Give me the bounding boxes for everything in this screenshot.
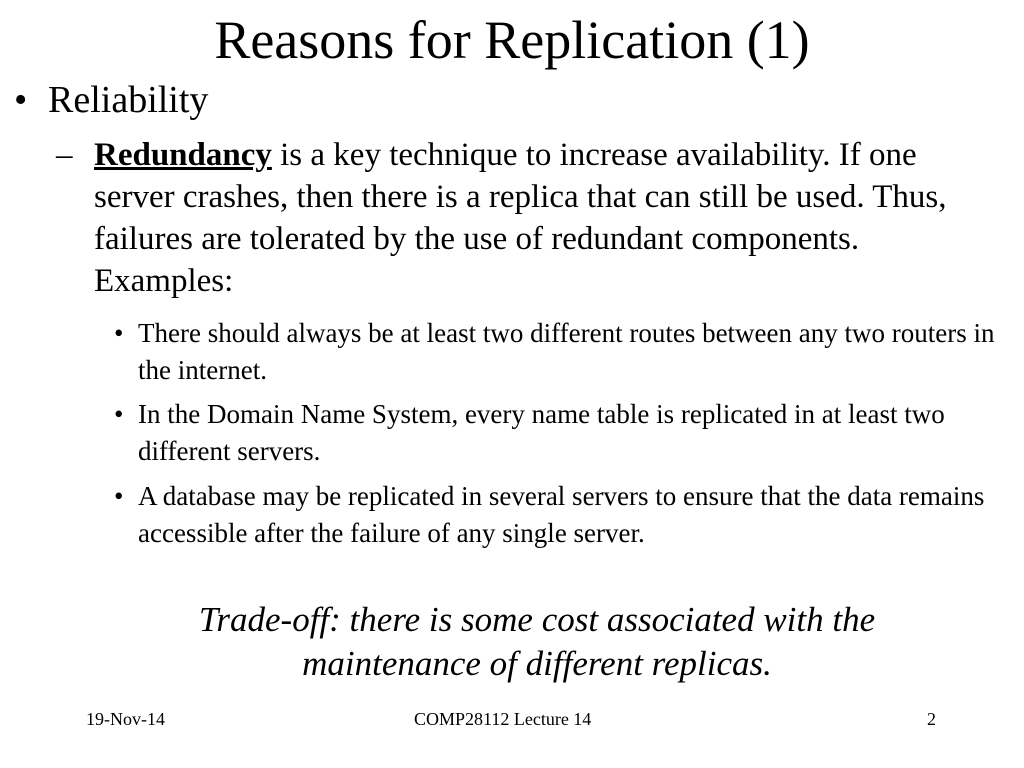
- footer-date: 19-Nov-14: [86, 709, 165, 729]
- bullet-marker: •: [14, 79, 28, 121]
- example-bullet: •: [114, 481, 124, 511]
- dash-marker: –: [56, 137, 73, 173]
- redundancy-keyword: Redundancy: [94, 137, 272, 173]
- footer-page-number: 2: [927, 709, 936, 729]
- redundancy-paragraph: [94, 134, 999, 302]
- example-text: In the Domain Name System, every name table is replicated in at least two different servers.: [138, 399, 945, 466]
- example-bullet: •: [114, 399, 124, 429]
- example-text: There should always be at least two different routes between any two routers in the internet.: [138, 318, 995, 385]
- redundancy-text: is a key technique to increase availability. If one server crashes, then there is a replica that can still be used. Thus, failures are tolerated by the use of redundant components. Examples:: [94, 137, 947, 299]
- example-text: A database may be replicated in several servers to ensure that the data remains accessible after the failure of any single server.: [138, 481, 985, 548]
- example-bullet: •: [114, 318, 124, 348]
- tradeoff-note: Trade-off: there is some cost associated with the maintenance of different replicas.: [198, 600, 876, 683]
- slide-title: Reasons for Replication (1): [214, 10, 810, 70]
- bullet-reliability: [14, 76, 208, 124]
- footer-course: COMP28112 Lecture 14: [414, 709, 592, 729]
- bullet-reliability-label: Reliability: [48, 79, 209, 121]
